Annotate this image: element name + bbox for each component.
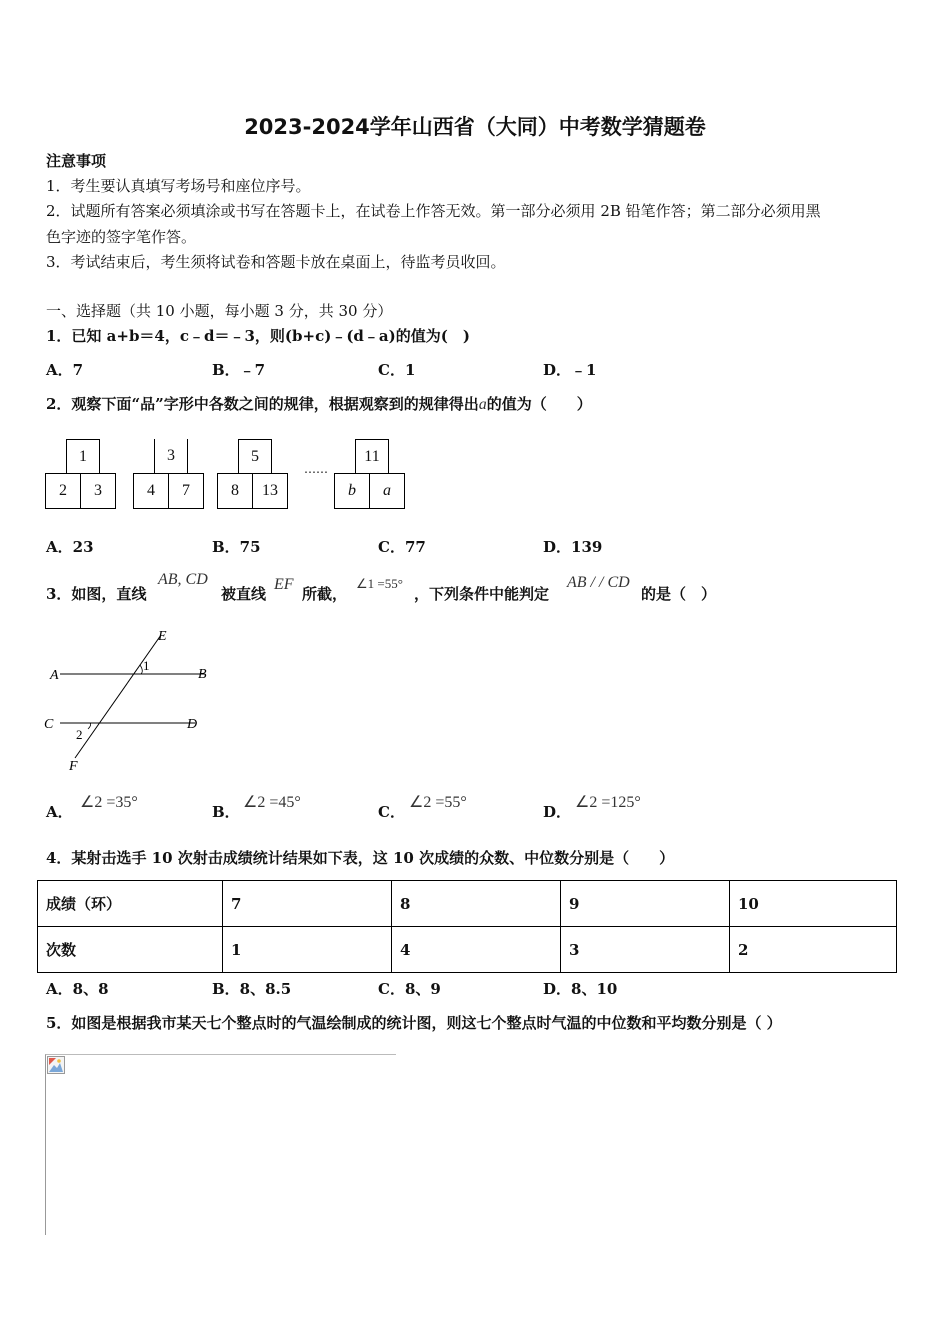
pin-right-cell: 7 — [168, 473, 204, 509]
angle-1-arc — [140, 665, 142, 674]
page-title: 2023-2024学年山西省（大同）中考数学猜题卷 — [244, 115, 706, 139]
q4-option-d: D．8、10 — [543, 980, 618, 998]
q1-option-a: A．7 — [46, 361, 84, 379]
pin-left-cell: b — [334, 473, 370, 509]
note-item: 色字迹的签字笔作答。 — [46, 228, 197, 246]
q3-option-c-label: C． — [378, 803, 405, 821]
question-5-stem: 5．如图是根据我市某天七个整点时的气温绘制成的统计图，则这七个整点时气温的中位数和平均数分别是（ ） — [46, 1014, 782, 1032]
q3-math-angle: ∠1 =55° — [356, 576, 403, 591]
q3-part-4: ，下列条件中能判定 — [414, 585, 550, 603]
pin-right-cell: 3 — [80, 473, 116, 509]
question-1-stem: 1．已知 a+b＝4，c﹣d＝﹣3，则(b+c)﹣(d﹣a)的值为( ) — [46, 327, 470, 345]
line-ef — [75, 635, 161, 758]
label-angle-2: 2 — [76, 727, 83, 742]
table-cell: 8 — [392, 881, 561, 927]
pin-top-cell: 3 — [154, 439, 188, 474]
q2-option-b: B．75 — [212, 538, 261, 556]
q3-math-parallel: AB / / CD — [567, 574, 630, 591]
question-2-stem — [46, 394, 592, 415]
q3-option-b-label: B． — [212, 803, 240, 821]
q3-math-ef: EF — [274, 576, 294, 593]
q4-option-a: A．8、8 — [46, 980, 109, 998]
ellipsis: …… — [304, 462, 328, 476]
q3-part-2: 被直线 — [221, 585, 267, 603]
pin-top-cell: 1 — [66, 439, 100, 474]
q2-option-d: D．139 — [543, 538, 603, 556]
q3-part-1: 3．如图，直线 — [46, 585, 147, 603]
pin-left-cell: 2 — [45, 473, 81, 509]
table-cell: 10 — [730, 881, 897, 927]
q3-part-3: 所截， — [302, 585, 348, 603]
q1-option-c: C．1 — [378, 361, 416, 379]
label-c: C — [44, 717, 54, 732]
label-e: E — [158, 629, 167, 644]
q3-part-5: 的是（ ） — [641, 585, 717, 603]
pin-top-cell: 11 — [355, 439, 389, 474]
note-item: 2．试题所有答案必须填涂或书写在答题卡上，在试卷上作答无效。第一部分必须用 2B 铅笔作答；第二部分必须用黑 — [46, 202, 821, 220]
q3-option-c-math: ∠2 =55° — [409, 794, 467, 811]
pin-left-cell: 4 — [133, 473, 169, 509]
table-cell: 1 — [223, 927, 392, 973]
pin-left-cell: 8 — [217, 473, 253, 509]
q2-stem-pre: 2．观察下面“品”字形中各数之间的规律，根据观察到的规律得出 — [46, 395, 479, 413]
pin-right-cell: 13 — [252, 473, 288, 509]
q2-option-c: C．77 — [378, 538, 426, 556]
label-a: A — [50, 668, 59, 683]
broken-image-placeholder — [45, 1054, 396, 1235]
q4-option-b: B．8、8.5 — [212, 980, 292, 998]
notes-heading: 注意事项 — [46, 152, 107, 170]
section-heading: 一、选择题（共 10 小题，每小题 3 分，共 30 分） — [46, 302, 393, 320]
pin-right-cell: a — [369, 473, 405, 509]
q1-option-b: B．﹣7 — [212, 361, 266, 379]
q3-option-a-label: A． — [46, 803, 73, 821]
table-cell: 9 — [561, 881, 730, 927]
q3-option-d-label: D． — [543, 803, 572, 821]
label-b: B — [198, 667, 207, 682]
table-cell: 2 — [730, 927, 897, 973]
q2-stem-post: 的值为（ ） — [486, 395, 592, 413]
table-cell: 3 — [561, 927, 730, 973]
transversal-figure — [40, 625, 230, 775]
q3-option-b-math: ∠2 =45° — [243, 794, 301, 811]
pin-top-cell: 5 — [238, 439, 272, 474]
label-f: F — [69, 759, 78, 774]
q1-option-d: D．﹣1 — [543, 361, 597, 379]
table-row — [38, 927, 897, 973]
q3-option-a-math: ∠2 =35° — [80, 794, 138, 811]
q2-stem-var: a — [478, 396, 487, 413]
angle-2-arc — [88, 723, 91, 729]
q3-math-lines: AB, CD — [158, 571, 208, 588]
table-cell: 7 — [223, 881, 392, 927]
table-row — [38, 881, 897, 927]
note-item: 3．考试结束后，考生须将试卷和答题卡放在桌面上，待监考员收回。 — [46, 253, 506, 271]
table-header-cell: 成绩（环） — [38, 881, 223, 927]
q4-option-c: C．8、9 — [378, 980, 441, 998]
table-header-cell: 次数 — [38, 927, 223, 973]
score-table — [37, 880, 897, 973]
label-d: D — [187, 717, 198, 732]
question-4-stem: 4．某射击选手 10 次射击成绩统计结果如下表，这 10 次成绩的众数、中位数分别是（ ） — [46, 849, 675, 867]
table-cell: 4 — [392, 927, 561, 973]
note-item: 1．考生要认真填写考场号和座位序号。 — [46, 177, 311, 195]
label-angle-1: 1 — [143, 658, 150, 673]
q2-option-a: A．23 — [46, 538, 94, 556]
q3-option-d-math: ∠2 =125° — [575, 794, 641, 811]
broken-image-icon — [47, 1056, 65, 1074]
